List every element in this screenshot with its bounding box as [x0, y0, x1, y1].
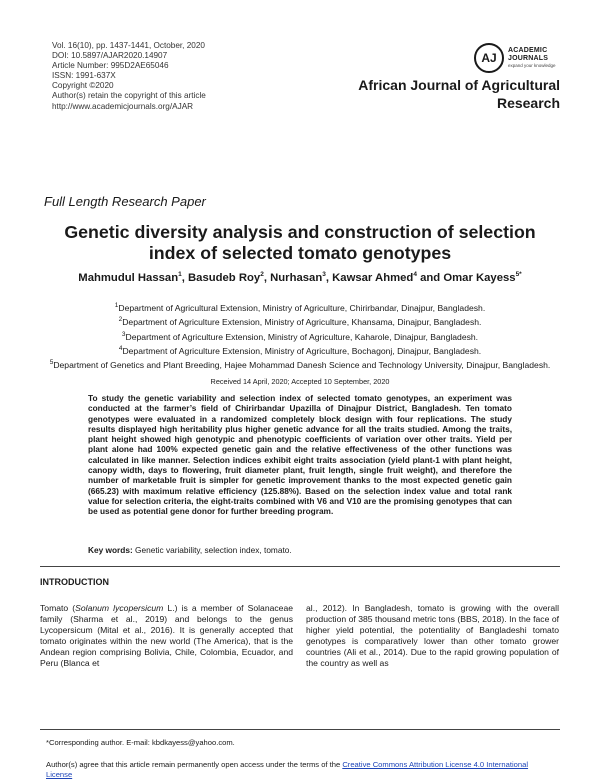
- author-separator: ,: [181, 271, 188, 284]
- abstract: To study the genetic variability and selection index of selected tomato genotypes, an experiment was conducted at the farmer’s field of Chirirbandar Upazilla of Dinajpur District, Bangladesh. Ten tomato genotypes were evaluated in a randomized completely block design with four replications. The study results displayed high heritability plus higher genetic advance for all the traits studied. Among the traits, plant height showed high genotypic and phenotypic coefficients of variation over other traits. Yield per plant alone had 100% expected genetic gain and the relative effectiveness of the other functions was calculated in like manner. Selection indices exhibit eight traits association (yield plant-1 with plant height, canopy width, days to flowering, fruit diameter plant, fruit length, single fruit weight), and therefore the number of marketable fruit is simpler for genetic improvement thanks to the most expected genetic gain (665.23) with maximum relative efficiency (125.88%). Based on the selection index value and total rank value for selection criteria, the eight-traits combined with V6 and V10 are the promising genotypes that can be used as potential gene donor for further breeding program.: [88, 393, 512, 517]
- affiliation-text: Department of Agriculture Extension, Ministry of Agriculture, Khansama, Dinajpur, Bangladesh.: [122, 317, 482, 328]
- affiliation-superscript: 1: [114, 302, 119, 309]
- metadata-line: ISSN: 1991-637X: [52, 71, 116, 81]
- metadata-line: Copyright ©2020: [52, 81, 114, 91]
- article-metadata: [52, 41, 206, 112]
- keywords-label: Key words:: [88, 545, 133, 555]
- publisher-logo: [474, 43, 584, 75]
- paper-title: Genetic diversity analysis and construction of selection index of selected tomato genotypes: [64, 222, 536, 263]
- affiliation-superscript: 4: [118, 344, 123, 352]
- intro-heading: INTRODUCTION: [40, 577, 109, 587]
- author-superscript: 3: [322, 271, 326, 278]
- intro-left-column: Tomato (Solanum lycopersicum L.) is a member of Solanaceae family (Sharma et al., 2019) and belongs to the genus Lycopersicum (Mital et al., 2016). It is generally accepted that tomato originates within the new world (The America), that is the Andean region comprising Bolivia, Chile, Colombia, Ecuador, and Peru (Blanca et: [40, 603, 294, 669]
- affiliation-line: [40, 357, 560, 371]
- correspondence-note: *Corresponding author. E-mail: kbdkayess@yahoo.com.: [46, 738, 235, 747]
- affiliation-text: Department of Agriculture Extension, Ministry of Agriculture, Kaharole, Dinajpur, Bangladesh.: [125, 331, 479, 342]
- affiliation-line: [40, 314, 560, 328]
- author-name: Mahmudul Hassan: [78, 271, 179, 284]
- author-superscript: 4: [413, 271, 417, 278]
- intro-right-column: al., 2012). In Bangladesh, tomato is growing with the overall production of 385 thousand metric tons (BBS, 2018). In the face of higher yield potential, the potentiality of Bangladeshi tomato genotypes is comparatively lower than other tomato grower countries (Ali et al., 2014). Due to the rapid growing population of the country as well as: [306, 603, 559, 669]
- received-dates: Received 14 April, 2020; Accepted 10 September, 2020: [210, 377, 390, 386]
- author-name: Kawsar Ahmed: [332, 271, 414, 284]
- footnote-divider: [40, 729, 560, 730]
- affiliations: [40, 300, 560, 371]
- journal-name: African Journal of Agricultural Research: [358, 77, 560, 111]
- paper-type: Full Length Research Paper: [44, 194, 206, 209]
- metadata-line: DOI: 10.5897/AJAR2020.14907: [52, 51, 168, 61]
- author-name: Nurhasan: [270, 271, 323, 284]
- logo-mark: AJ: [474, 43, 504, 73]
- affiliation-line: [40, 343, 560, 357]
- author-superscript: 2: [260, 271, 264, 278]
- keywords: [88, 545, 512, 555]
- affiliation-line: [40, 300, 560, 314]
- author-name: Basudeb Roy: [188, 271, 261, 284]
- affiliation-superscript: 5: [49, 359, 54, 367]
- keywords-text: Genetic variability, selection index, tomato.: [132, 545, 292, 555]
- author-separator: ,: [325, 271, 333, 284]
- metadata-line: Article Number: 995D2AE65046: [52, 61, 169, 71]
- affiliation-text: Department of Genetics and Plant Breeding, Hajee Mohammad Danesh Science and Technology University, Dinajpur, Bangladesh.: [53, 359, 551, 370]
- author-superscript: 1: [178, 271, 182, 278]
- author-name: Omar Kayess: [443, 271, 516, 284]
- section-divider: [40, 566, 560, 567]
- affiliation-text: Department of Agricultural Extension, Ministry of Agriculture, Chirirbandar, Dinajpur, Bangladesh.: [118, 302, 486, 313]
- species-name: Solanum lycopersicum: [75, 603, 164, 613]
- affiliation-line: [40, 329, 560, 343]
- affiliation-text: Department of Agriculture Extension, Ministry of Agriculture, Bochagonj, Dinajpur, Bangladesh.: [122, 345, 482, 356]
- logo-tagline: expand your knowledge: [508, 63, 556, 68]
- metadata-line: Author(s) retain the copyright of this article: [52, 91, 206, 101]
- logo-name: ACADEMIC JOURNALS: [508, 47, 549, 62]
- metadata-line: Vol. 16(10), pp. 1437-1441, October, 2020: [52, 41, 205, 50]
- license-link[interactable]: Creative Commons Attribution License 4.0 International License: [46, 760, 529, 779]
- affiliation-superscript: 3: [121, 330, 126, 338]
- author-superscript: 5*: [515, 271, 522, 278]
- metadata-line: http://www.academicjournals.org/AJAR: [52, 101, 194, 111]
- author-separator: and: [416, 271, 444, 284]
- author-separator: ,: [263, 271, 271, 284]
- affiliation-superscript: 2: [118, 316, 123, 324]
- license-note: Author(s) agree that this article remain permanently open access under the terms of the Creative Commons Attribution License 4.0 International License: [46, 760, 529, 779]
- author-list: [40, 271, 560, 284]
